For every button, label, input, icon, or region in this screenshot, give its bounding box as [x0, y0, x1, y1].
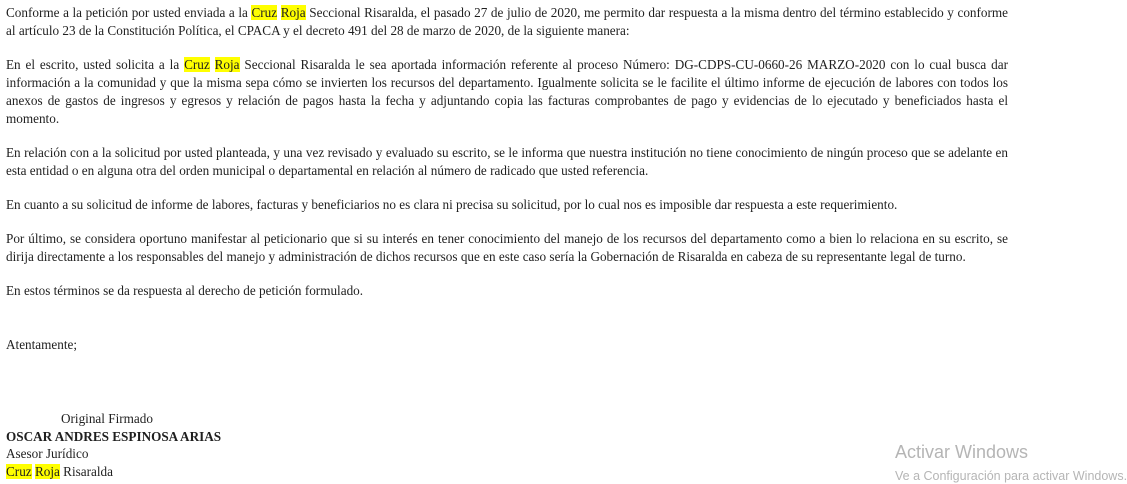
highlight-cruz: Cruz [251, 5, 278, 20]
closing-salutation: Atentamente; [6, 337, 78, 352]
highlight-roja: Roja [34, 463, 60, 479]
signer-name: OSCAR ANDRES ESPINOSA ARIAS [6, 428, 222, 444]
letter-body [6, 4, 1008, 354]
signer-role: Asesor Jurídico [6, 446, 89, 461]
highlight-cruz: Cruz [184, 57, 210, 72]
text-run: Seccional Risaralda le sea aportada información referente al proceso Número: DG-CDPS-CU-0660-26 MARZO-2020 con lo cual busca dar información a la comunidad y que la misma sepa cómo se invierten los recursos del departamento. Igualmente solicita se le facilite el último informe de ejecución de labores con todos los anexos de gastos de ingresos y egresos y relación de pagos hasta la fecha y adjuntando copia las facturas comprobantes de pago y evidencias de lo ejecutado y beneficiados hasta el momento. [6, 57, 1008, 126]
paragraph-intro [6, 4, 1008, 40]
paragraph-labores: En cuanto a su solicitud de informe de labores, facturas y beneficiarios no es clara ni precisa su solicitud, por lo cual nos es imposible dar respuesta a este requerimiento. [6, 197, 898, 212]
windows-activation-watermark [895, 441, 1127, 484]
paragraph-final: Por último, se considera oportuno manifestar al peticionario que si su interés en tener conocimiento del manejo de los recursos del departamento como a bien lo relaciona en su escrito, se dirija directamente a los responsables del manejo y administración de dichos recursos que en este caso sería la Gobernación de Risaralda en cabeza de su representante legal de turno. [6, 231, 1008, 264]
watermark-title: Activar Windows [895, 442, 1029, 462]
highlight-cruz: Cruz [6, 463, 32, 479]
paragraph-request [6, 56, 1008, 128]
watermark-subtitle: Ve a Configuración para activar Windows. [895, 469, 1127, 483]
text-run: En el escrito, usted solicita a la [6, 57, 185, 72]
text-run: Risaralda [59, 463, 113, 479]
text-run: Conforme a la petición por usted enviada a la [6, 5, 252, 20]
text-run: Seccional Risaralda, el pasado 27 de julio de 2020, me permito dar respuesta a la misma dentro del término establecido y conforme al artículo 23 de la Constitución Política, el CPACA y el decreto 491 del 28 de marzo de 2020, de la siguiente manera: [6, 5, 1009, 38]
highlight-roja: Roja [214, 57, 240, 72]
signature-block [6, 410, 221, 480]
paragraph-terms: En estos términos se da respuesta al derecho de petición formulado. [6, 283, 364, 298]
text-run [210, 57, 215, 72]
paragraph-response: En relación con a la solicitud por usted planteada, y una vez revisado y evaluado su escrito, se le informa que nuestra institución no tiene conocimiento de ningún proceso que se adelante en esta entidad o en alguna otra del orden municipal o departamental en relación al número de radicado que usted referencia. [6, 145, 1008, 178]
signature-firmado: Original Firmado [61, 411, 153, 426]
signer-organization [6, 463, 221, 481]
highlight-roja: Roja [280, 5, 306, 20]
